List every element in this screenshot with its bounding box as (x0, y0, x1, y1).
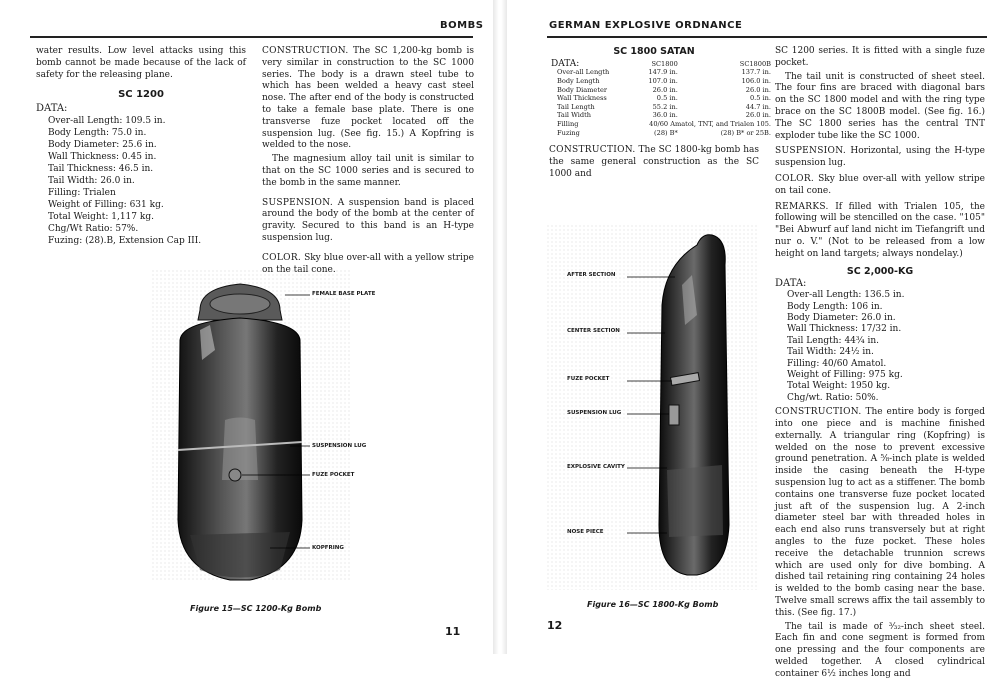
figure-16-caption: Figure 16—SC 1800-Kg Bomb (587, 600, 719, 609)
fig16-label-explosive-cavity: EXPLOSIVE CAVITY (567, 464, 625, 470)
table-cell-b: 26.0 in. (745, 111, 771, 120)
book-gutter (493, 0, 507, 654)
suspension-heading-sc1800: SUSPENSION. (775, 146, 846, 157)
suspension-text: A suspension band is placed around the body of the bomb at the center of gravity. Secured to this band is an H-type suspension lug. (262, 197, 474, 243)
table-cell-a: 107.0 in. (648, 76, 678, 85)
right-column-2 (775, 46, 985, 683)
remarks-heading: REMARKS. (775, 201, 829, 212)
fig16-label-fuze-pocket: FUZE POCKET (567, 376, 610, 382)
color-heading-sc1800: COLOR. (775, 173, 815, 184)
table-row (551, 120, 771, 129)
data-item: Wall Thickness: 17/32 in. (787, 324, 902, 335)
header-rule-right (547, 36, 987, 38)
table-cell-a: 55.2 in. (652, 102, 678, 111)
construction-text-sc1800: The SC 1800-kg bomb has the same general construction as the SC 1000 and (549, 145, 759, 179)
data-item: Tail Length: 44¾ in. (787, 335, 880, 346)
section-title-sc1200: SC 1200 (118, 89, 164, 101)
data-item: Body Diameter: 25.6 in. (48, 139, 157, 150)
remarks-text: If filled with Trialen 105, the following will be stencilled on the case. "105" "Bei Abwurf auf land nicht im Tiefangrift und nur o. V." (Not to be released from a low height on land targets; always nondelay.) (775, 201, 985, 259)
data-item: Wall Thickness: 0.45 in. (48, 151, 157, 162)
data-item: Body Diameter: 26.0 in. (787, 312, 896, 323)
construction-text: The SC 1,200-kg bomb is very similar in construction to the SC 1000 series. The body is a drawn steel tube to which has been welded a heavy cast steel nose. The after end of the body is constructed to take a female base plate. There is one transverse fuze pocket located off the suspension lug. (See fig. 15.) A Kopfring is welded to the nose. (262, 46, 474, 151)
fig15-label-fuze-pocket: FUZE POCKET (312, 472, 355, 478)
data-item: Filling: Trialen (48, 187, 116, 198)
fig16-label-center-section: CENTER SECTION (567, 328, 620, 334)
data-item: Over-all Length: 109.5 in. (48, 115, 166, 126)
continued-paragraph: SC 1200 series. It is fitted with a single fuze pocket. (775, 46, 985, 68)
table-cell-b: 106.0 in. (741, 76, 771, 85)
table-cell-b: 26.0 in. (745, 85, 771, 94)
page-number-right: 12 (547, 619, 563, 632)
color-text-sc1800: Sky blue over-all with yellow stripe on tail cone. (775, 173, 985, 196)
data-item: Fuzing: (28).B, Extension Cap III. (48, 235, 202, 246)
table-cell-a: 40/60 Amatol, TNT, and Trialen 105. (649, 119, 771, 128)
table-cell-label: Tail Length (557, 102, 595, 111)
tail-paragraph: The tail unit is constructed of sheet steel. The four fins are braced with diagonal bars on the SC 1800 model and with the ring type brace on the SC 1800B model. (See fig. 16.) The SC 1800 series has the central TNT exploder tube like the SC 1000. (775, 71, 985, 141)
left-column-1 (36, 46, 246, 247)
data-item: Total Weight: 1950 kg. (787, 381, 891, 392)
data-item: Body Length: 75.0 in. (48, 127, 147, 138)
left-page (0, 0, 493, 654)
data-label-sc2000: DATA: (775, 278, 807, 290)
fig16-label-suspension-lug: SUSPENSION LUG (567, 410, 622, 416)
data-item: Total Weight: 1,117 kg. (48, 211, 154, 222)
right-page (507, 0, 1000, 679)
data-item: Tail Thickness: 46.5 in. (48, 163, 154, 174)
table-row (551, 111, 771, 120)
table-cell-label: Body Length (557, 76, 600, 85)
table-cell-b: 0.5 in. (749, 94, 771, 103)
table-cell-b: (28) B* or 25B. (720, 128, 771, 137)
table-row (551, 86, 771, 95)
table-cell-a: 26.0 in. (652, 85, 678, 94)
data-item: Weight of Filling: 631 kg. (48, 199, 164, 210)
running-header-right: GERMAN EXPLOSIVE ORDNANCE (549, 20, 743, 31)
table-cell-label: Over-all Length (557, 68, 610, 77)
construction-heading-sc2000: CONSTRUCTION. (775, 407, 862, 418)
tail-paragraph-sc2000: The tail is made of ³⁄₃₂-inch sheet steel. Each fin and cone segment is formed from one pressing and the four components are welded together. A closed cylindrical container 6½ inches long and (775, 621, 985, 679)
data-label: DATA: (36, 103, 68, 115)
table-col-header: SC1800B (739, 59, 771, 68)
sc1800-data-table (551, 60, 771, 137)
sc2000-data-list (775, 290, 985, 404)
fig15-label-kopfring: KOPFRING (312, 545, 344, 551)
table-cell-label: Filling (557, 119, 579, 128)
table-cell-label: Wall Thickness (557, 94, 607, 103)
table-cell-label: Fuzing (557, 128, 580, 137)
table-cell-b: 137.7 in. (741, 68, 771, 77)
construction-heading: CONSTRUCTION. (262, 46, 349, 56)
table-row (551, 77, 771, 86)
figure-15-bomb-illustration (140, 270, 380, 600)
fig16-label-nose-piece: NOSE PIECE (567, 529, 604, 535)
running-header-left: BOMBS (440, 20, 484, 31)
section-title-sc1800: SC 1800 SATAN (613, 46, 695, 57)
data-item: Weight of Filling: 975 kg. (787, 369, 903, 380)
header-rule-left (30, 36, 473, 38)
fig16-label-after-section: AFTER SECTION (567, 272, 616, 278)
figure-15-caption: Figure 15—SC 1200-Kg Bomb (190, 604, 322, 613)
table-row (551, 129, 771, 138)
table-cell-a: 36.0 in. (652, 111, 678, 120)
construction-heading-sc1800: CONSTRUCTION. (549, 145, 636, 156)
data-item: Tail Width: 26.0 in. (48, 175, 135, 186)
table-body (551, 68, 771, 137)
table-row (551, 68, 771, 77)
left-column-2 (262, 46, 474, 278)
data-item: Chg/Wt Ratio: 57%. (48, 223, 139, 234)
color-heading: COLOR. (262, 252, 302, 263)
table-row (551, 103, 771, 112)
fig15-label-suspension-lug: SUSPENSION LUG (312, 443, 367, 449)
table-row (551, 94, 771, 103)
color-text: Sky blue over-all with a yellow stripe on the tail cone. (262, 252, 474, 275)
section-title-sc2000: SC 2,000-KG (846, 265, 914, 277)
table-cell-b: 44.7 in. (745, 102, 771, 111)
table-cell-a: (28) B* (654, 128, 678, 137)
data-item: Body Length: 106 in. (787, 301, 883, 312)
table-cell-label: Tail Width (557, 111, 592, 120)
suspension-heading: SUSPENSION. (262, 197, 333, 208)
table-cell-a: 147.9 in. (648, 68, 678, 77)
intro-paragraph: water results. Low level attacks using this bomb cannot be made because of the lack of safety for the releasing plane. (36, 46, 246, 80)
page-number-left: 11 (445, 625, 461, 638)
data-item: Filling: 40/60 Amatol. (787, 358, 887, 369)
table-col-header: SC1800 (651, 59, 678, 68)
data-list (36, 115, 246, 247)
data-item: Tail Width: 24½ in. (787, 347, 874, 358)
table-cell-a: 0.5 in. (656, 94, 678, 103)
suspension-text-sc1800: Horizontal, using the H-type suspension lug. (775, 146, 985, 169)
construction-text-sc2000: The entire body is forged into one piece and is machine finished externally. A triangular ring (Kopfring) is welded on the nose to prevent excessive ground penetration. A ⅝-inch plate is welded inside the casing beneath the H-type suspension lug to act as a stiffener. The bomb contains one transverse fuze pocket located just aft of the suspension lug. A 2-inch diameter steel bar with threaded holes in each end also runs transversely but at right angles to the fuze pocket. These holes receive the detachable trunnion screws which are used only for dive bombing. A dished tail retaining ring containing 24 holes is welded to the bomb casing near the base. Twelve small screws affix the tail assembly to this. (See fig. 17.) (775, 407, 985, 618)
data-item: Chg/wt. Ratio: 50%. (787, 392, 879, 403)
data-item: Over-all Length: 136.5 in. (787, 290, 905, 301)
fig15-label-female-base-plate: FEMALE BASE PLATE (312, 291, 376, 297)
right-column-1 (549, 44, 771, 183)
data-label-sc1800: DATA: (551, 58, 580, 69)
construction-text-2: The magnesium alloy tail unit is similar to that on the SC 1000 series and is secured to the bomb in the same manner. (262, 154, 474, 188)
table-cell-label: Body Diameter (557, 85, 608, 94)
